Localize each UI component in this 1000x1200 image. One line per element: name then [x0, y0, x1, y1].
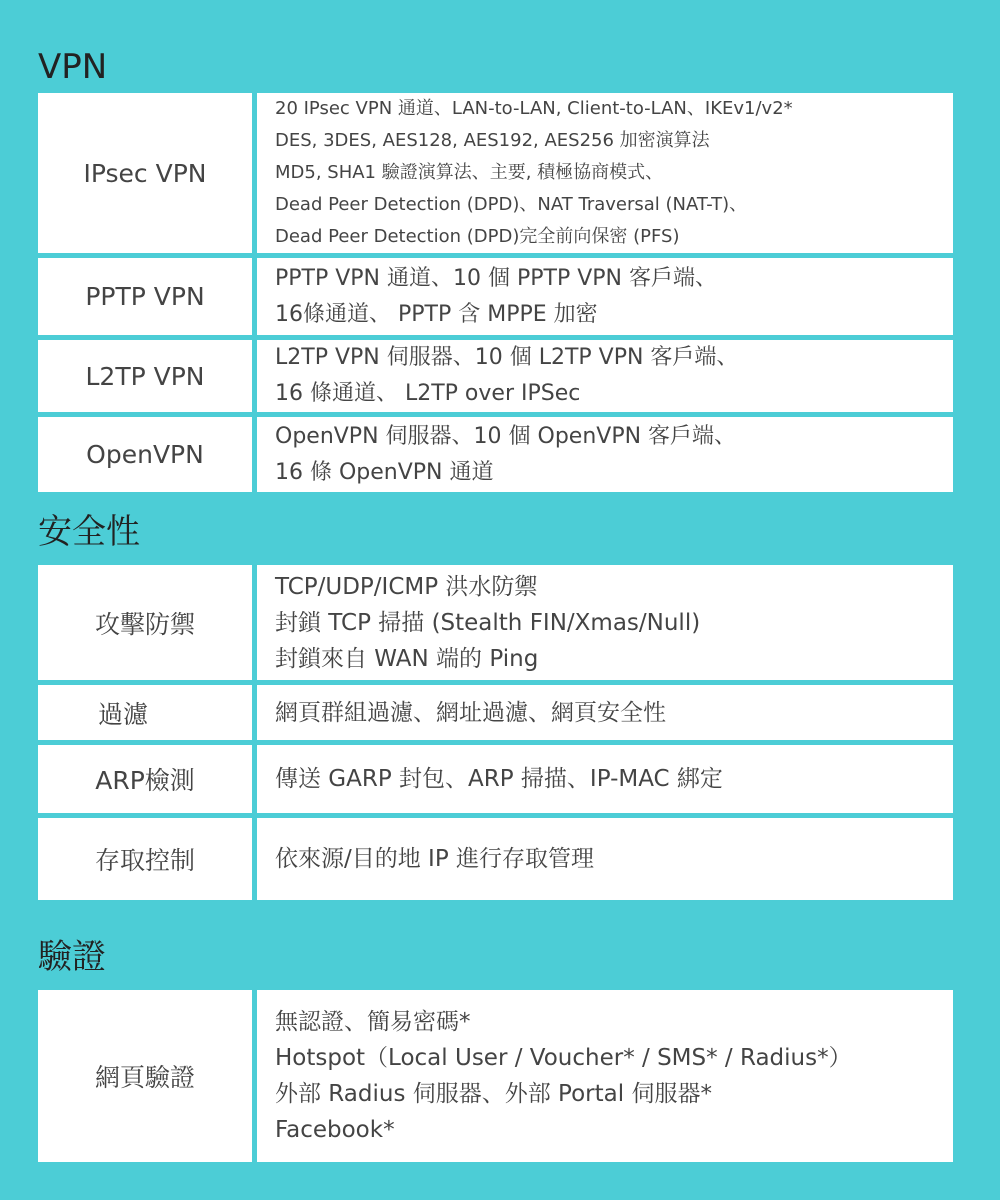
- table-row-web-auth: [38, 990, 953, 1162]
- row-description: [257, 417, 953, 492]
- description-line: 20 IPsec VPN 通道、LAN-to-LAN, Client-to-LAN、IKEv1/v2*: [275, 98, 793, 119]
- description-line: 16 條 OpenVPN 通道: [275, 459, 494, 485]
- row-description: [257, 685, 953, 740]
- row-description: [257, 258, 953, 335]
- description-line: OpenVPN 伺服器、10 個 OpenVPN 客戶端、: [275, 423, 737, 449]
- section-title-auth: 驗證: [38, 937, 106, 977]
- description-line: 傳送 GARP 封包、ARP 掃描、IP-MAC 綁定: [275, 766, 723, 792]
- description-line: PPTP VPN 通道、10 個 PPTP VPN 客戶端、: [275, 265, 717, 291]
- row-description: [257, 745, 953, 813]
- table-row-ipsec: [38, 93, 953, 253]
- table-row-access-control: [38, 818, 953, 900]
- description-line: Dead Peer Detection (DPD)、NAT Traversal (NAT-T)、: [275, 194, 748, 215]
- row-label: 攻擊防禦: [38, 565, 252, 680]
- section-title-security: 安全性: [38, 512, 140, 552]
- row-label: IPsec VPN: [38, 93, 252, 253]
- row-description: [257, 990, 953, 1162]
- description-line: Facebook*: [275, 1117, 395, 1143]
- table-row-l2tp: [38, 340, 953, 412]
- row-description: [257, 818, 953, 900]
- description-line: Hotspot（Local User / Voucher* / SMS* / Radius*）: [275, 1045, 852, 1071]
- section-title-vpn: VPN: [38, 47, 108, 87]
- table-row-arp: [38, 745, 953, 813]
- description-line: 無認證、簡易密碼*: [275, 1009, 471, 1035]
- description-line: 依來源/目的地 IP 進行存取管理: [275, 846, 595, 872]
- row-label: PPTP VPN: [38, 258, 252, 335]
- description-line: L2TP VPN 伺服器、10 個 L2TP VPN 客戶端、: [275, 345, 739, 370]
- table-row-attack-defense: [38, 565, 953, 680]
- description-line: 封鎖來自 WAN 端的 Ping: [275, 645, 539, 672]
- table-row-pptp: [38, 258, 953, 335]
- row-label: 存取控制: [38, 818, 252, 900]
- description-line: 16條通道、 PPTP 含 MPPE 加密: [275, 301, 598, 327]
- row-label: 網頁驗證: [38, 990, 252, 1162]
- table-row-filter: [38, 685, 953, 740]
- row-label: L2TP VPN: [38, 340, 252, 412]
- row-label: ARP檢測: [38, 745, 252, 813]
- description-line: 封鎖 TCP 掃描 (Stealth FIN/Xmas/Null): [275, 609, 701, 636]
- description-line: Dead Peer Detection (DPD)完全前向保密 (PFS): [275, 226, 680, 247]
- row-description: [257, 93, 953, 253]
- row-description: [257, 340, 953, 412]
- table-row-openvpn: [38, 417, 953, 492]
- description-line: DES, 3DES, AES128, AES192, AES256 加密演算法: [275, 130, 710, 151]
- row-description: [257, 565, 953, 680]
- description-line: 網頁群組過濾、網址過濾、網頁安全性: [275, 699, 666, 726]
- description-line: TCP/UDP/ICMP 洪水防禦: [275, 573, 538, 600]
- description-line: 外部 Radius 伺服器、外部 Portal 伺服器*: [275, 1081, 712, 1107]
- description-line: MD5, SHA1 驗證演算法、主要, 積極協商模式、: [275, 162, 664, 183]
- row-label: 過濾: [38, 685, 252, 740]
- row-label: OpenVPN: [38, 417, 252, 492]
- description-line: 16 條通道、 L2TP over IPSec: [275, 381, 581, 406]
